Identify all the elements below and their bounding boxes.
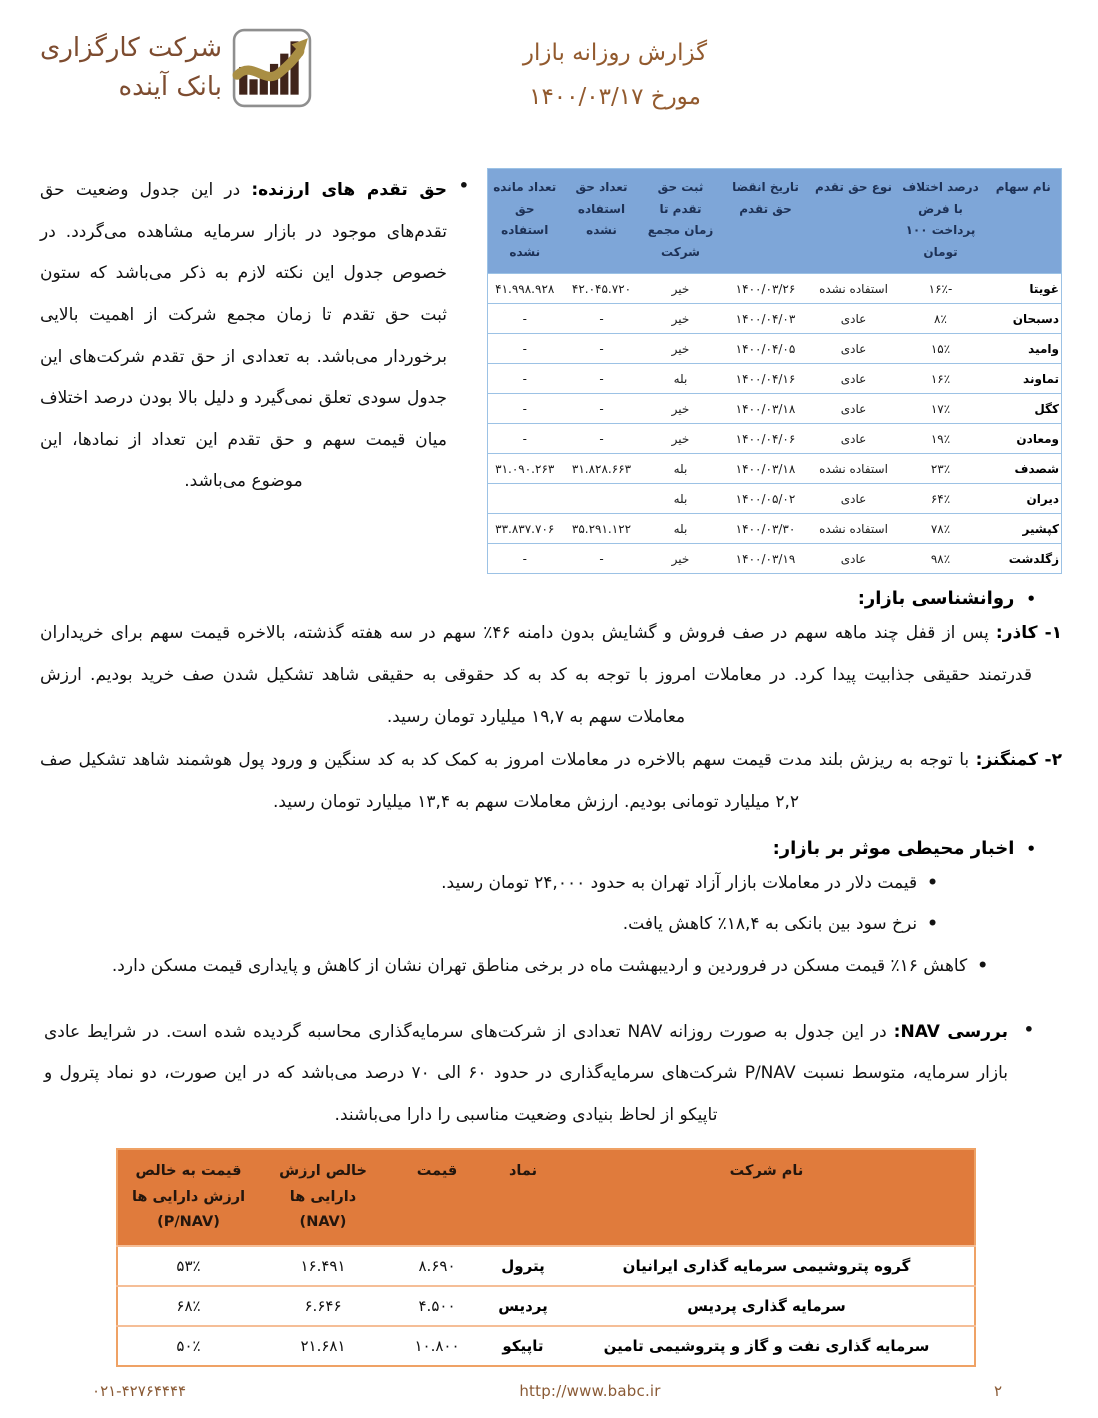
table-row: [488, 304, 1062, 334]
news-title: اخبار محیطی موثر بر بازار:: [772, 837, 1015, 859]
table-cell: ۴.۵۰۰: [387, 1286, 487, 1326]
rights-table: [487, 168, 1062, 574]
table-header-row: [488, 169, 1062, 274]
table-cell: کگل: [986, 394, 1062, 424]
table-cell: ۴۱.۹۹۸.۹۲۸: [488, 274, 562, 304]
table-row: [488, 514, 1062, 544]
table-cell: ۱۶.۴۹۱: [259, 1246, 387, 1286]
table-cell: -: [488, 364, 562, 394]
table-cell: -: [562, 394, 642, 424]
nav-paragraph: [44, 1012, 1008, 1137]
table-cell: خیر: [642, 544, 720, 574]
table-cell: ۱۴۰۰/۰۴/۱۶: [720, 364, 812, 394]
website-link[interactable]: http://www.babc.ir: [519, 1382, 661, 1400]
rights-table-body: [488, 274, 1062, 574]
column-header: قیمت: [387, 1149, 487, 1245]
table-cell: وامید: [986, 334, 1062, 364]
table-cell: تماوند: [986, 364, 1062, 394]
table-cell: ۹۸٪: [896, 544, 986, 574]
bullet-icon: •: [1026, 839, 1036, 858]
table-cell: -: [562, 334, 642, 364]
ticker-name: کاذر:: [995, 623, 1038, 644]
column-header: خالص ارزش دارایی ها (NAV): [259, 1149, 387, 1245]
rights-table-wrap: [487, 168, 1062, 574]
table-cell: غویتا: [986, 274, 1062, 304]
table-cell: ۳۱.۸۲۸.۶۶۳: [562, 454, 642, 484]
bar-chart-arrow-icon: [232, 28, 312, 108]
psychology-item: [40, 613, 1062, 738]
table-cell: ۳۱.۰۹۰.۲۶۳: [488, 454, 562, 484]
table-cell: خیر: [642, 304, 720, 334]
table-cell: بله: [642, 514, 720, 544]
table-cell: ۱۵٪: [896, 334, 986, 364]
table-cell: -: [562, 304, 642, 334]
table-header-row: [117, 1149, 975, 1245]
column-header: نماد: [487, 1149, 559, 1245]
table-cell: عادی: [812, 424, 896, 454]
table-row: [488, 424, 1062, 454]
rights-table-head: [488, 169, 1062, 274]
table-cell: تاپیکو: [487, 1326, 559, 1366]
table-cell: -: [488, 544, 562, 574]
table-cell: ۱۴۰۰/۰۳/۱۸: [720, 394, 812, 424]
rights-section: [40, 168, 1062, 574]
table-cell: ۱۴۰۰/۰۳/۱۹: [720, 544, 812, 574]
bullet-icon: •: [927, 914, 938, 935]
psychology-heading: [40, 588, 1036, 609]
table-row: [488, 484, 1062, 514]
table-cell: ۲۳٪: [896, 454, 986, 484]
table-cell: ۱۹٪: [896, 424, 986, 454]
report-title-block: [450, 32, 780, 119]
table-cell: پردیس: [487, 1286, 559, 1326]
table-row: [488, 334, 1062, 364]
table-cell: ۸٪: [896, 304, 986, 334]
table-cell: ۲۱.۶۸۱: [259, 1326, 387, 1366]
table-cell: ۱۴۰۰/۰۳/۳۰: [720, 514, 812, 544]
table-cell: [488, 484, 562, 514]
table-cell: ۵۰٪: [117, 1326, 259, 1366]
bullet-icon: •: [977, 955, 989, 976]
table-row: [488, 544, 1062, 574]
table-cell: خیر: [642, 394, 720, 424]
news-text: قیمت دلار در معاملات بازار آزاد تهران به حدود ۲۴,۰۰۰ تومان رسید.: [441, 872, 918, 893]
news-text: نرخ سود بین بانکی به ۱۸,۴٪ کاهش یافت.: [622, 914, 918, 935]
table-cell: خیر: [642, 424, 720, 454]
news-item: [40, 863, 1062, 905]
table-cell: -: [488, 334, 562, 364]
table-cell: خیر: [642, 334, 720, 364]
table-cell: ۱۴۰۰/۰۴/۰۵: [720, 334, 812, 364]
table-cell: ۴۲.۰۴۵.۷۲۰: [562, 274, 642, 304]
table-cell: استفاده نشده: [812, 514, 896, 544]
table-cell: پترول: [487, 1246, 559, 1286]
column-header: نوع حق تقدم: [812, 169, 896, 274]
table-cell: دسبحان: [986, 304, 1062, 334]
bullet-icon: •: [458, 176, 469, 195]
table-cell: ۱۴۰۰/۰۳/۲۶: [720, 274, 812, 304]
brand-block: [40, 28, 312, 108]
table-cell: -: [562, 364, 642, 394]
report-date: مورخ ۱۴۰۰/۰۳/۱۷: [529, 83, 701, 110]
bullet-icon: •: [1023, 1019, 1034, 1039]
rights-paragraph: [40, 170, 447, 503]
table-cell: بله: [642, 364, 720, 394]
table-cell: ۳۳.۸۳۷.۷۰۶: [488, 514, 562, 544]
table-row: [488, 454, 1062, 484]
news-item: [40, 946, 1062, 988]
rights-paragraph-wrap: [40, 168, 473, 503]
table-cell: عادی: [812, 544, 896, 574]
table-cell: خیر: [642, 274, 720, 304]
table-cell: عادی: [812, 484, 896, 514]
table-cell: ۶.۶۴۶: [259, 1286, 387, 1326]
table-cell: ۱۴۰۰/۰۵/۰۲: [720, 484, 812, 514]
column-header: ثبت حق تقدم تا زمان مجمع شرکت: [642, 169, 720, 274]
table-cell: ۵۳٪: [117, 1246, 259, 1286]
table-cell: -: [488, 304, 562, 334]
table-cell: گروه پتروشیمی سرمایه گذاری ایرانیان: [559, 1246, 975, 1286]
table-cell: عادی: [812, 394, 896, 424]
table-cell: عادی: [812, 364, 896, 394]
rights-paragraph-body: در این جدول وضعیت حق تقدم‌های موجود در بازار سرمایه مشاهده می‌گردد. در خصوص جدول این نکته لازم به ذکر می‌باشد که ستون ثبت حق تقدم تا زمان مجمع شرکت از اهمیت بالایی برخوردار می‌باشد. به تعدادی از حق تقدم شرکت‌های این جدول سودی تعلق نمی‌گیرد و دلیل بالا بودن درصد اختلاف میان قیمت سهم و حق تقدم این تعداد از نمادها، این موضوع می‌باشد.: [40, 180, 447, 492]
table-cell: ۱۷٪: [896, 394, 986, 424]
item-number: ۲-: [1044, 750, 1062, 771]
table-cell: ۱۴۰۰/۰۳/۱۸: [720, 454, 812, 484]
column-header: تعداد حق استفاده نشده: [562, 169, 642, 274]
table-cell: ۱۶٪: [896, 364, 986, 394]
ticker-name: کمنگنز:: [975, 750, 1039, 771]
table-cell: ۶۴٪: [896, 484, 986, 514]
table-cell: عادی: [812, 334, 896, 364]
table-cell: -: [488, 394, 562, 424]
table-cell: بله: [642, 454, 720, 484]
table-row: [117, 1286, 975, 1326]
table-cell: -: [562, 424, 642, 454]
table-cell: -: [488, 424, 562, 454]
brand-name: [40, 29, 222, 107]
table-row: [488, 394, 1062, 424]
bullet-icon: •: [927, 872, 938, 893]
table-cell: ۸.۶۹۰: [387, 1246, 487, 1286]
table-row: [117, 1246, 975, 1286]
table-cell: -۱۶٪: [896, 274, 986, 304]
nav-table-body: [117, 1246, 975, 1366]
table-cell: کپشیر: [986, 514, 1062, 544]
page-footer: [0, 1382, 1098, 1400]
nav-paragraph-body: در این جدول به صورت روزانه NAV تعدادی از شرکت‌های سرمایه‌گذاری محاسبه گردیده شده است. در شرایط عادی بازار سرمایه، متوسط نسبت P/NAV شرکت‌های سرمایه‌گذاری در حدود ۶۰ الی ۷۰ درصد می‌باشد که در این صورت، دو نماد پترول و تاپیکو از لحاظ بنیادی وضعیت مناسبی را دارا می‌باشند.: [44, 1021, 1009, 1125]
psychology-title: روانشناسی بازار:: [857, 588, 1015, 610]
rights-paragraph-title: حق تقدم های ارزنده:: [251, 180, 448, 200]
report-title: گزارش روزانه بازار: [522, 40, 708, 66]
column-header: نام سهام: [986, 169, 1062, 274]
brand-name-line1: شرکت کارگزاری: [40, 33, 223, 63]
table-cell: [562, 484, 642, 514]
column-header: تاریخ انقضا حق تقدم: [720, 169, 812, 274]
table-cell: ۱۴۰۰/۰۴/۰۳: [720, 304, 812, 334]
table-cell: ۱۴۰۰/۰۴/۰۶: [720, 424, 812, 454]
table-cell: ۷۸٪: [896, 514, 986, 544]
table-row: [117, 1326, 975, 1366]
item-text: با توجه به ریزش بلند مدت قیمت سهم بالاخره در معاملات امروز به کمک کد به کد سنگین و ورود پول هوشمند شاهد تشکیل صف ۲,۲ میلیارد تومانی بودیم. ارزش معاملات سهم به ۱۳,۴ میلیارد تومان رسید.: [40, 750, 970, 812]
table-row: [488, 364, 1062, 394]
table-cell: بله: [642, 484, 720, 514]
table-cell: عادی: [812, 304, 896, 334]
item-number: ۱-: [1044, 623, 1063, 644]
table-cell: دیران: [986, 484, 1062, 514]
nav-table: [116, 1148, 976, 1366]
table-cell: ومعادن: [986, 424, 1062, 454]
column-header: درصد اختلاف با فرض پرداخت ۱۰۰ تومان: [896, 169, 986, 274]
table-cell: ۶۸٪: [117, 1286, 259, 1326]
phone-number: ۰۲۱-۴۲۷۶۴۴۴۴: [92, 1382, 187, 1400]
psychology-item: [40, 740, 1062, 823]
table-cell: استفاده نشده: [812, 454, 896, 484]
table-row: [488, 274, 1062, 304]
news-item: [40, 904, 1062, 946]
table-cell: ۱۰.۸۰۰: [387, 1326, 487, 1366]
report-header: [40, 24, 1062, 142]
nav-section: [44, 1012, 1034, 1137]
table-cell: شصدف: [986, 454, 1062, 484]
table-cell: ۳۵.۲۹۱.۱۲۲: [562, 514, 642, 544]
table-cell: سرمایه گذاری نفت و گاز و پتروشیمی تامین: [559, 1326, 975, 1366]
page-number: ۲: [993, 1382, 1002, 1400]
nav-paragraph-title: بررسی NAV:: [893, 1021, 1009, 1042]
column-header: تعداد مانده حق استفاده نشده: [488, 169, 562, 274]
nav-table-head: [117, 1149, 975, 1245]
table-cell: -: [562, 544, 642, 574]
bullet-icon: •: [1026, 590, 1036, 609]
news-heading: [40, 838, 1036, 859]
brand-name-line2: بانک آینده: [118, 72, 223, 102]
table-cell: زگلدشت: [986, 544, 1062, 574]
column-header: نام شرکت: [559, 1149, 975, 1245]
news-text: کاهش ۱۶٪ قیمت مسکن در فروردین و اردیبهشت ماه در برخی مناطق تهران نشان از کاهش و پایداری قیمت مسکن دارد.: [111, 955, 968, 976]
item-text: پس از قفل چند ماهه سهم در صف فروش و گشایش بدون دامنه ۴۶٪ سهم در سه هفته گذشته، بالاخره قیمت سهم برای خریداران قدرتمند حقیقی جذابیت پیدا کرد. در معاملات امروز با توجه به کد به کد حقوقی به حقیقی شاهد تشکیل شدن صف خرید بودیم. ارزش معاملات سهم به ۱۹,۷ میلیارد تومان رسید.: [40, 623, 1032, 727]
column-header: قیمت به خالص ارزش دارایی ها (P/NAV): [117, 1149, 259, 1245]
table-cell: استفاده نشده: [812, 274, 896, 304]
table-cell: سرمایه گذاری پردیس: [559, 1286, 975, 1326]
